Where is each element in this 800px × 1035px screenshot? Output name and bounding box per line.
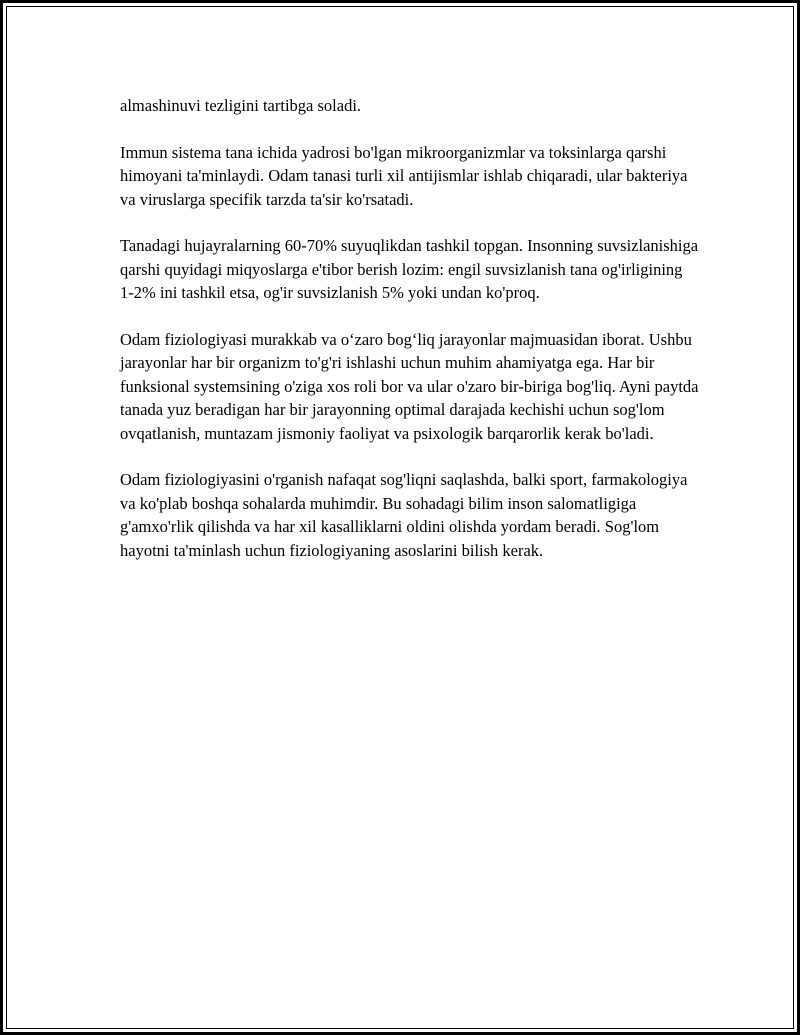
paragraph-3: Tanadagi hujayralarning 60-70% suyuqlikdan tashkil topgan. Insonning suvsizlanishiga qarshi quyidagi miqyoslarga e'tibor berish lozim: engil suvsizlanish tana og'irligining 1-2% ini tashkil etsa, og'ir suvsizlanish 5% yoki undan ko'proq. (120, 236, 699, 303)
paragraph-5: Odam fiziologiyasini o'rganish nafaqat sog'liqni saqlashda, balki sport, farmakologiya va ko'plab boshqa sohalarda muhimdir. Bu sohadagi bilim inson salomatligiga g'amxo'rlik qilishda va har xil kasalliklarni oldini olishda yordam beradi. Sog'lom hayotni ta'minlash uchun fiziologiyaning asoslarini bilish kerak. (120, 470, 688, 560)
paragraph-4: Odam fiziologiyasi murakkab va o‘zaro bog‘liq jarayonlar majmuasidan iborat. Ushbu jarayonlar har bir organizm to'g'ri ishlashi uchun muhim ahamiyatga ega. Har bir funksional systemsining o'ziga xos roli bor va ular o'zaro bir-biriga bog'liq. Ayni paytda tanada yuz beradigan har bir jarayonning optimal darajada kechishi uchun sog'lom ovqatlanish, muntazam jismoniy faoliyat va psixologik barqarorlik kerak bo'ladi. (120, 330, 699, 443)
paragraph-2: Immun sistema tana ichida yadrosi bo'lgan mikroorganizmlar va toksinlarga qarshi himoyani ta'minlaydi. Odam tanasi turli xil antijismlar ishlab chiqaradi, ular bakteriya va viruslarga specifik tarzda ta'sir ko'rsatadi. (120, 142, 688, 209)
paragraph-1: almashinuvi tezligini tartibga soladi. (120, 96, 362, 115)
document-body (120, 94, 700, 585)
